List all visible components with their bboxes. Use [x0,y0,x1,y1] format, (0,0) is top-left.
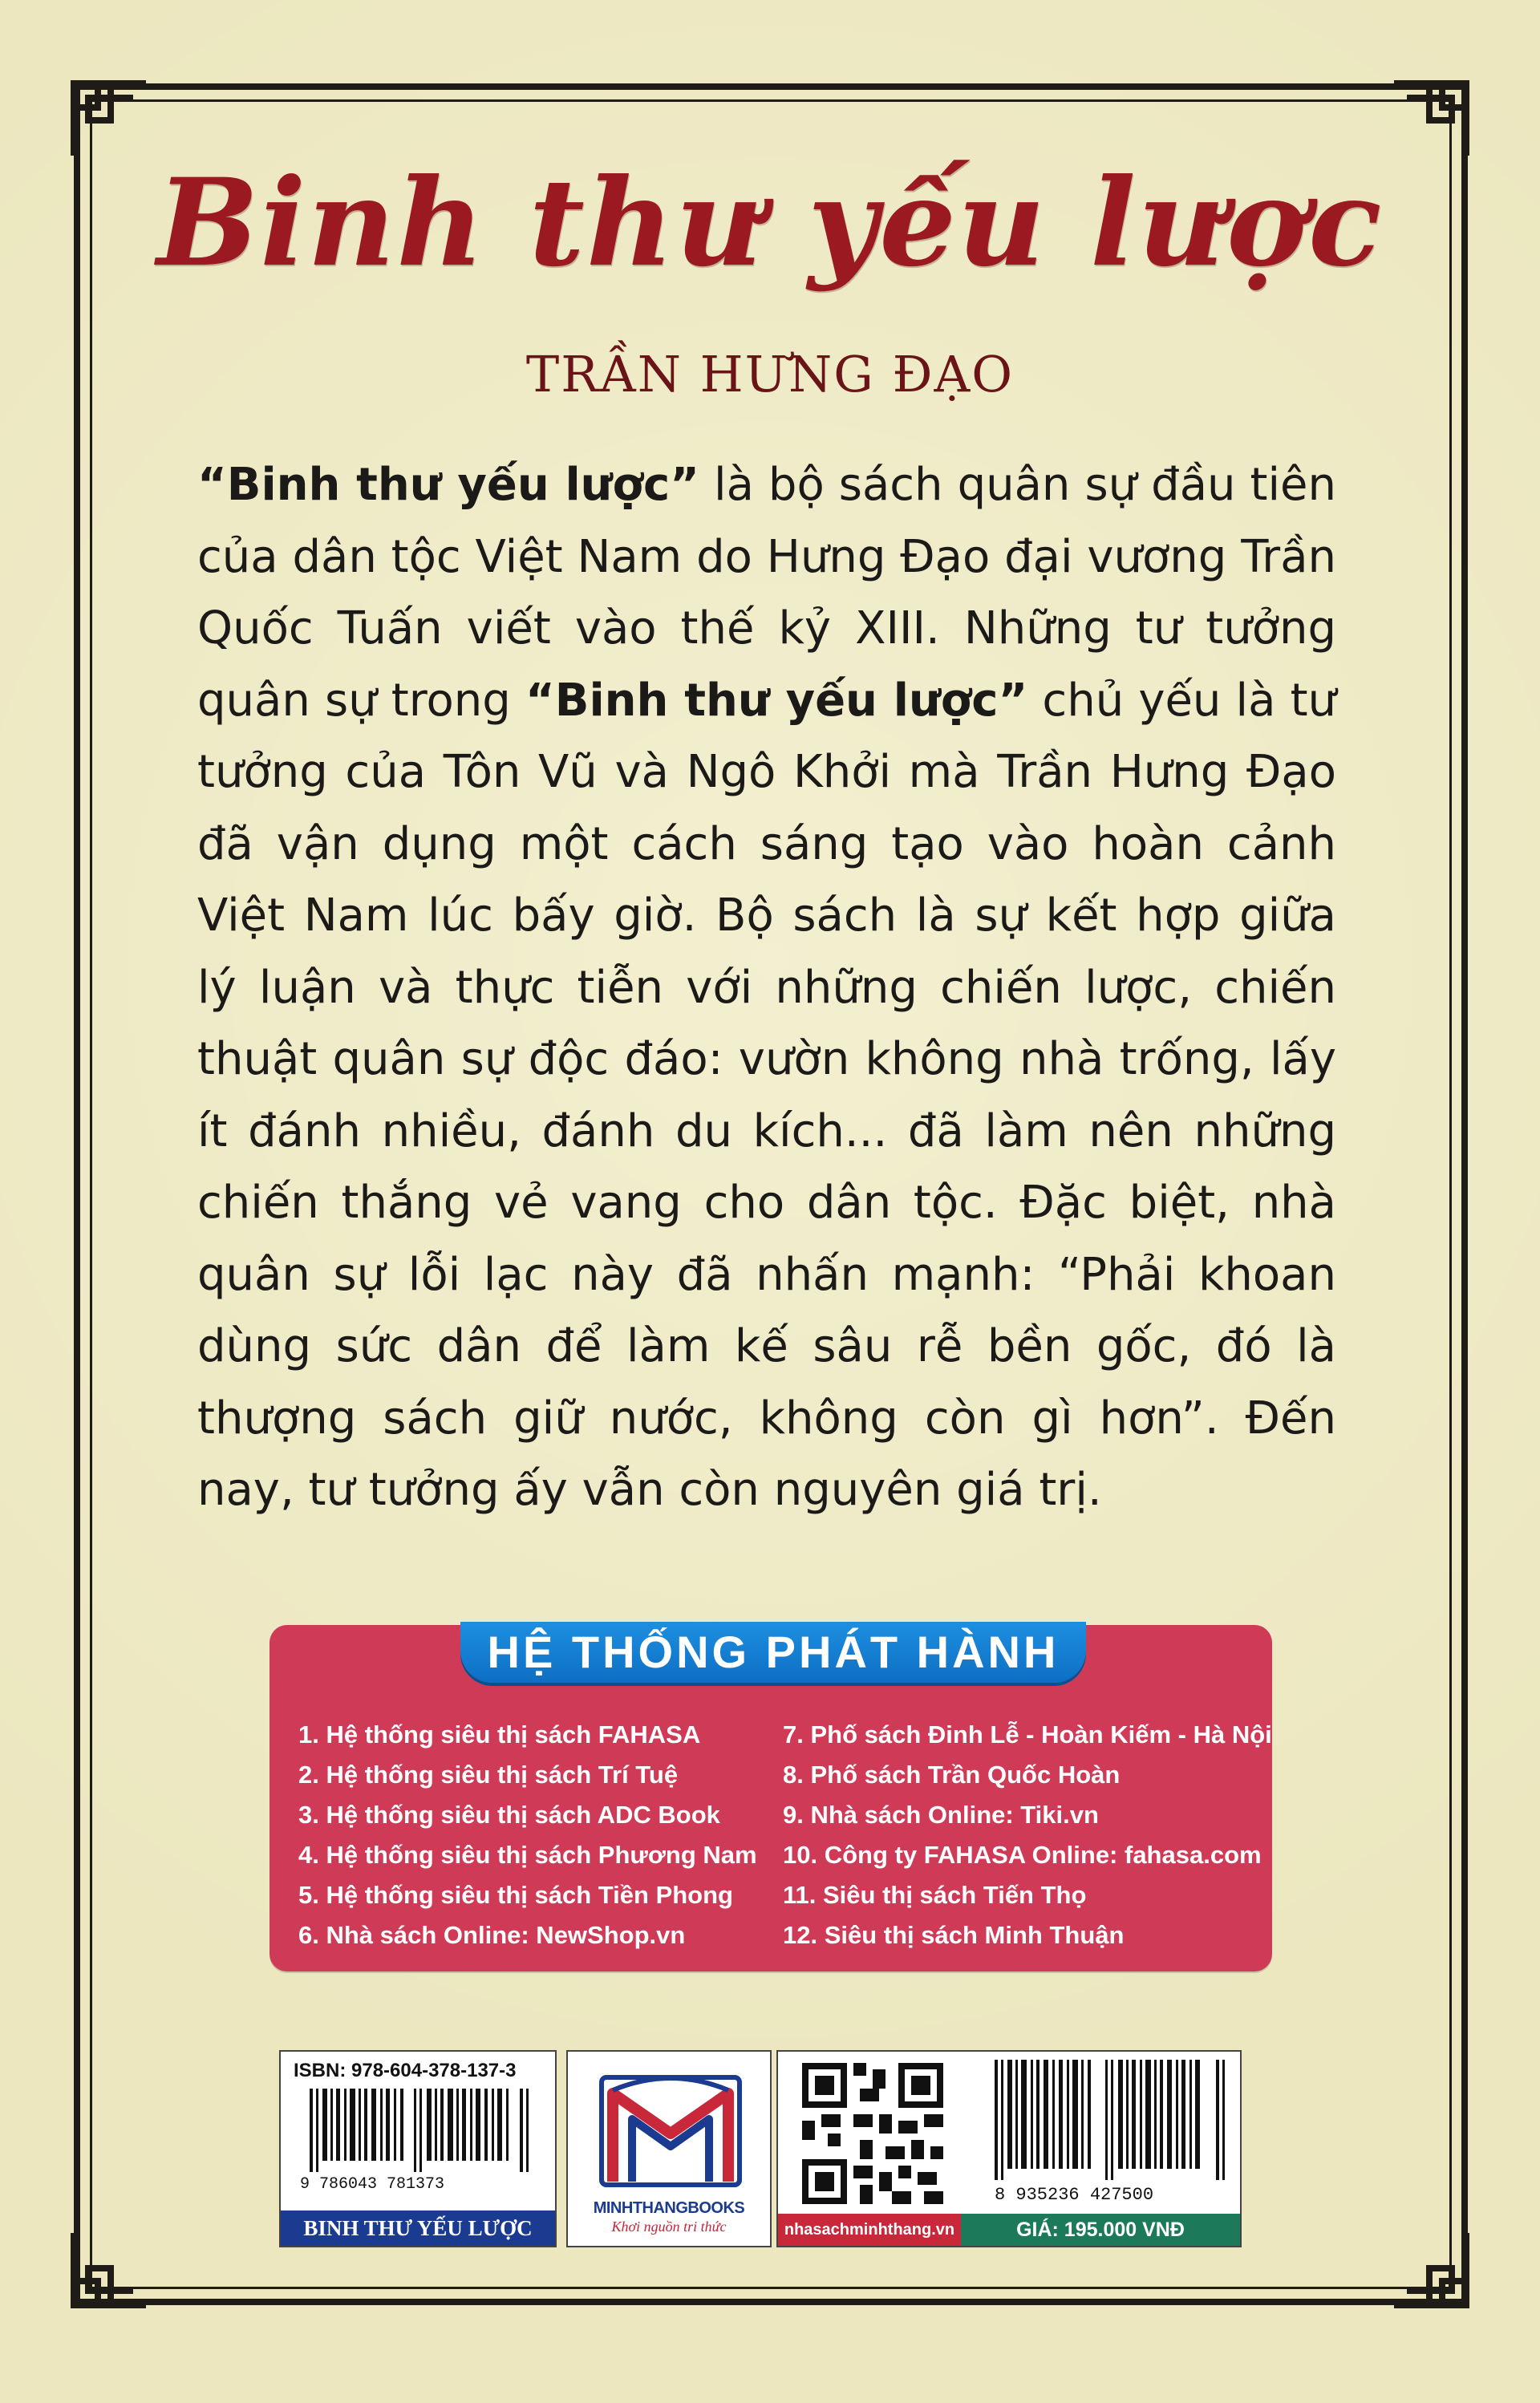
isbn-barcode-digits: 9 786043 781373 [300,2175,445,2194]
distribution-item: 12. Siêu thị sách Minh Thuận [783,1921,1125,1949]
retail-box [776,2050,1242,2247]
distribution-item: 2. Hệ thống siêu thị sách Trí Tuệ [298,1761,679,1789]
distribution-list-left [298,1715,757,1955]
distribution-list-right [783,1715,1272,1955]
distribution-item: 8. Phố sách Trần Quốc Hoàn [783,1761,1121,1789]
book-author: TRẦN HƯNG ĐẠO [525,345,1015,403]
publisher-website: nhasachminhthang.vn [778,2214,961,2246]
distribution-item: 3. Hệ thống siêu thị sách ADC Book [298,1801,720,1829]
book-description [197,449,1336,1526]
retail-barcode-digits: 8 935236 427500 [995,2185,1154,2205]
publisher-logo-box [566,2050,772,2247]
isbn-label: ISBN: 978-604-378-137-3 [294,2060,517,2081]
distribution-item: 10. Công ty FAHASA Online: fahasa.com [783,1841,1262,1869]
publisher-tagline: Khơi nguồn tri thức [611,2219,727,2235]
isbn-book-title: BINH THƯ YẾU LƯỢC [281,2211,555,2246]
description-bold-title: “Binh thư yếu lược” [525,674,1028,727]
distribution-item: 9. Nhà sách Online: Tiki.vn [783,1801,1099,1829]
corner-ornament-icon [1386,2225,1474,2313]
distribution-item: 4. Hệ thống siêu thị sách Phương Nam [298,1841,757,1869]
distribution-item: 1. Hệ thống siêu thị sách FAHASA [298,1720,701,1749]
isbn-barcode-icon [310,2089,529,2172]
corner-ornament-icon [1386,75,1474,164]
description-text: là bộ sách quân sự đầu tiên của dân tộc Việt Nam do Hưng Đạo đại vương Trần Quốc Tuấn viết vào thế kỷ XIII. Những tư tưởng quân sự trong [197,459,1337,727]
description-bold-title: “Binh thư yếu lược” [197,459,699,511]
isbn-box [279,2050,557,2247]
retail-barcode-icon [995,2060,1227,2180]
distribution-item: 6. Nhà sách Online: NewShop.vn [298,1921,686,1949]
distribution-box [270,1625,1272,1971]
distribution-item: 7. Phố sách Đinh Lễ - Hoàn Kiếm - Hà Nội [783,1720,1272,1749]
corner-ornament-icon [66,2225,154,2313]
distribution-item: 5. Hệ thống siêu thị sách Tiền Phong [298,1881,733,1909]
description-text: chủ yếu là tư tưởng của Tôn Vũ và Ngô Khởi mà Trần Hưng Đạo đã vận dụng một cách sáng tạo vào hoàn cảnh Việt Nam lúc bấy giờ. Bộ sách là sự kết hợp giữa lý luận và thực tiễn với những chiến lược, chiến thuật quân sự độc đáo: vườn không nhà trống, lấy ít đánh nhiều, đánh du kích... đã làm nên những chiến thắng vẻ vang cho dân tộc. Đặc biệt, nhà quân sự lỗi lạc này đã nhấn mạnh: “Phải khoan dùng sức dân để làm kế sâu rễ bền gốc, đó là thượng sách giữ nước, không còn gì hơn”. Đến nay, tư tưởng ấy vẫn còn nguyên giá trị. [197,674,1337,1516]
book-title: Binh thư yếu lược [156,152,1384,294]
distribution-heading: HỆ THỐNG PHÁT HÀNH [460,1622,1086,1683]
book-price: GIÁ: 195.000 VNĐ [961,2214,1240,2246]
publisher-name: MINHTHANGBOOKS [593,2199,745,2217]
distribution-item: 11. Siêu thị sách Tiến Thọ [783,1881,1087,1909]
qr-code-icon [802,2063,943,2207]
publisher-logo-icon [597,2069,744,2198]
corner-ornament-icon [66,75,154,164]
